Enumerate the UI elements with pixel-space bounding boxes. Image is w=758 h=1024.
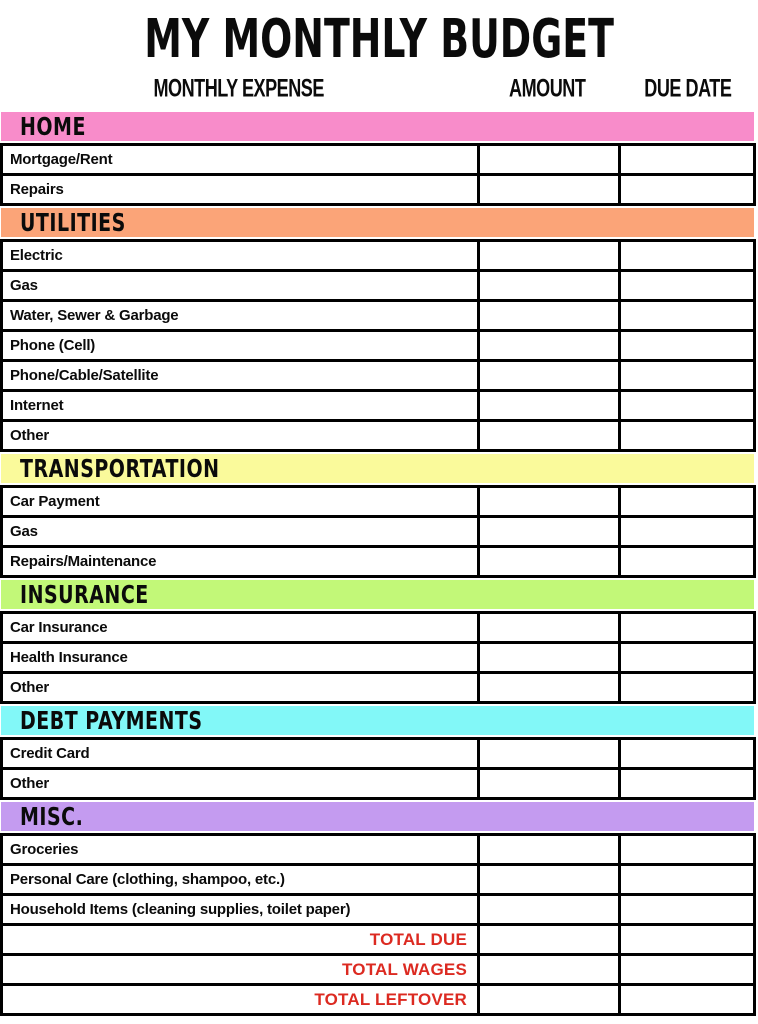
budget-table (0, 112, 758, 1016)
amount-cell (477, 302, 618, 329)
page-title: MY MONTHLY BUDGET (144, 8, 614, 71)
section-label-utilities: UTILITIES (20, 208, 126, 237)
table-row (0, 641, 756, 674)
amount-cell (477, 644, 618, 671)
table-row (0, 767, 756, 800)
due-date-cell (618, 644, 753, 671)
total-label: TOTAL WAGES (342, 959, 467, 979)
total-row (0, 923, 756, 956)
table-row (0, 515, 756, 548)
amount-cell (477, 146, 618, 173)
due-date-cell (618, 740, 753, 767)
amount-cell (477, 674, 618, 701)
amount-cell (477, 548, 618, 575)
table-row (0, 329, 756, 362)
table-row (0, 671, 756, 704)
table-row (0, 173, 756, 206)
total-label: TOTAL LEFTOVER (314, 989, 467, 1009)
expense-label: Car Insurance (10, 619, 108, 636)
section-label-misc: MISC. (20, 802, 84, 831)
amount-cell (477, 392, 618, 419)
section-label-transportation: TRANSPORTATION (20, 454, 220, 483)
expense-label: Electric (10, 247, 63, 264)
section-rows-insurance (0, 611, 756, 704)
section-header-utilities (1, 208, 754, 237)
section-header-transportation (1, 454, 754, 483)
section-header-misc (1, 802, 754, 831)
due-date-cell (618, 422, 753, 449)
amount-cell (477, 740, 618, 767)
expense-label: Repairs (10, 181, 64, 198)
table-row (0, 143, 756, 176)
section-rows-home (0, 143, 756, 206)
expense-label: Mortgage/Rent (10, 151, 113, 168)
amount-cell (477, 362, 618, 389)
due-date-cell (618, 302, 753, 329)
amount-cell (477, 272, 618, 299)
section-header-debt-payments (1, 706, 754, 735)
column-header-expense-label: MONTHLY EXPENSE (153, 75, 324, 103)
due-date-cell (618, 332, 753, 359)
column-header-row (0, 70, 758, 110)
section-rows-transportation (0, 485, 756, 578)
expense-label: Phone/Cable/Satellite (10, 367, 159, 384)
due-date-cell (618, 242, 753, 269)
amount-cell (477, 518, 618, 545)
table-row (0, 419, 756, 452)
amount-cell (477, 896, 618, 923)
table-row (0, 611, 756, 644)
due-date-cell (618, 614, 753, 641)
amount-cell (477, 422, 618, 449)
table-row (0, 239, 756, 272)
expense-label: Household Items (cleaning supplies, toilet paper) (10, 901, 351, 918)
expense-label: Gas (10, 277, 38, 294)
due-date-cell (618, 488, 753, 515)
column-header-expense (0, 75, 477, 103)
title-row (0, 0, 758, 70)
table-row (0, 863, 756, 896)
due-date-cell (618, 392, 753, 419)
expense-label: Other (10, 427, 50, 444)
due-date-cell (618, 926, 753, 953)
due-date-cell (618, 146, 753, 173)
due-date-cell (618, 548, 753, 575)
expense-label: Gas (10, 523, 38, 540)
amount-cell (477, 926, 618, 953)
total-row (0, 953, 756, 986)
amount-cell (477, 488, 618, 515)
total-label: TOTAL DUE (369, 929, 467, 949)
expense-label: Internet (10, 397, 64, 414)
amount-cell (477, 836, 618, 863)
column-header-due-date-label: DUE DATE (644, 75, 732, 103)
column-header-due-date (618, 75, 758, 103)
section-label-insurance: INSURANCE (20, 580, 149, 609)
amount-cell (477, 866, 618, 893)
total-row (0, 983, 756, 1016)
expense-label: Groceries (10, 841, 79, 858)
totals-rows (0, 923, 756, 1016)
amount-cell (477, 770, 618, 797)
table-row (0, 833, 756, 866)
expense-label: Water, Sewer & Garbage (10, 307, 179, 324)
table-row (0, 545, 756, 578)
amount-cell (477, 332, 618, 359)
amount-cell (477, 986, 618, 1013)
due-date-cell (618, 866, 753, 893)
expense-label: Health Insurance (10, 649, 128, 666)
section-label-debt-payments: DEBT PAYMENTS (20, 706, 203, 735)
expense-label: Car Payment (10, 493, 100, 510)
table-row (0, 893, 756, 926)
amount-cell (477, 176, 618, 203)
table-row (0, 485, 756, 518)
section-header-insurance (1, 580, 754, 609)
due-date-cell (618, 674, 753, 701)
amount-cell (477, 242, 618, 269)
table-row (0, 299, 756, 332)
due-date-cell (618, 518, 753, 545)
due-date-cell (618, 956, 753, 983)
due-date-cell (618, 362, 753, 389)
section-rows-debt-payments (0, 737, 756, 800)
due-date-cell (618, 272, 753, 299)
amount-cell (477, 956, 618, 983)
table-row (0, 359, 756, 392)
expense-label: Other (10, 775, 50, 792)
column-header-amount (477, 75, 618, 103)
expense-label: Other (10, 679, 50, 696)
table-row (0, 389, 756, 422)
due-date-cell (618, 896, 753, 923)
table-row (0, 269, 756, 302)
expense-label: Personal Care (clothing, shampoo, etc.) (10, 871, 285, 888)
expense-label: Credit Card (10, 745, 90, 762)
due-date-cell (618, 770, 753, 797)
section-rows-utilities (0, 239, 756, 452)
table-row (0, 737, 756, 770)
due-date-cell (618, 836, 753, 863)
section-header-home (1, 112, 754, 141)
due-date-cell (618, 176, 753, 203)
section-label-home: HOME (20, 112, 86, 141)
amount-cell (477, 614, 618, 641)
section-rows-misc (0, 833, 756, 926)
expense-label: Repairs/Maintenance (10, 553, 157, 570)
column-header-amount-label: AMOUNT (509, 75, 586, 103)
expense-label: Phone (Cell) (10, 337, 96, 354)
due-date-cell (618, 986, 753, 1013)
